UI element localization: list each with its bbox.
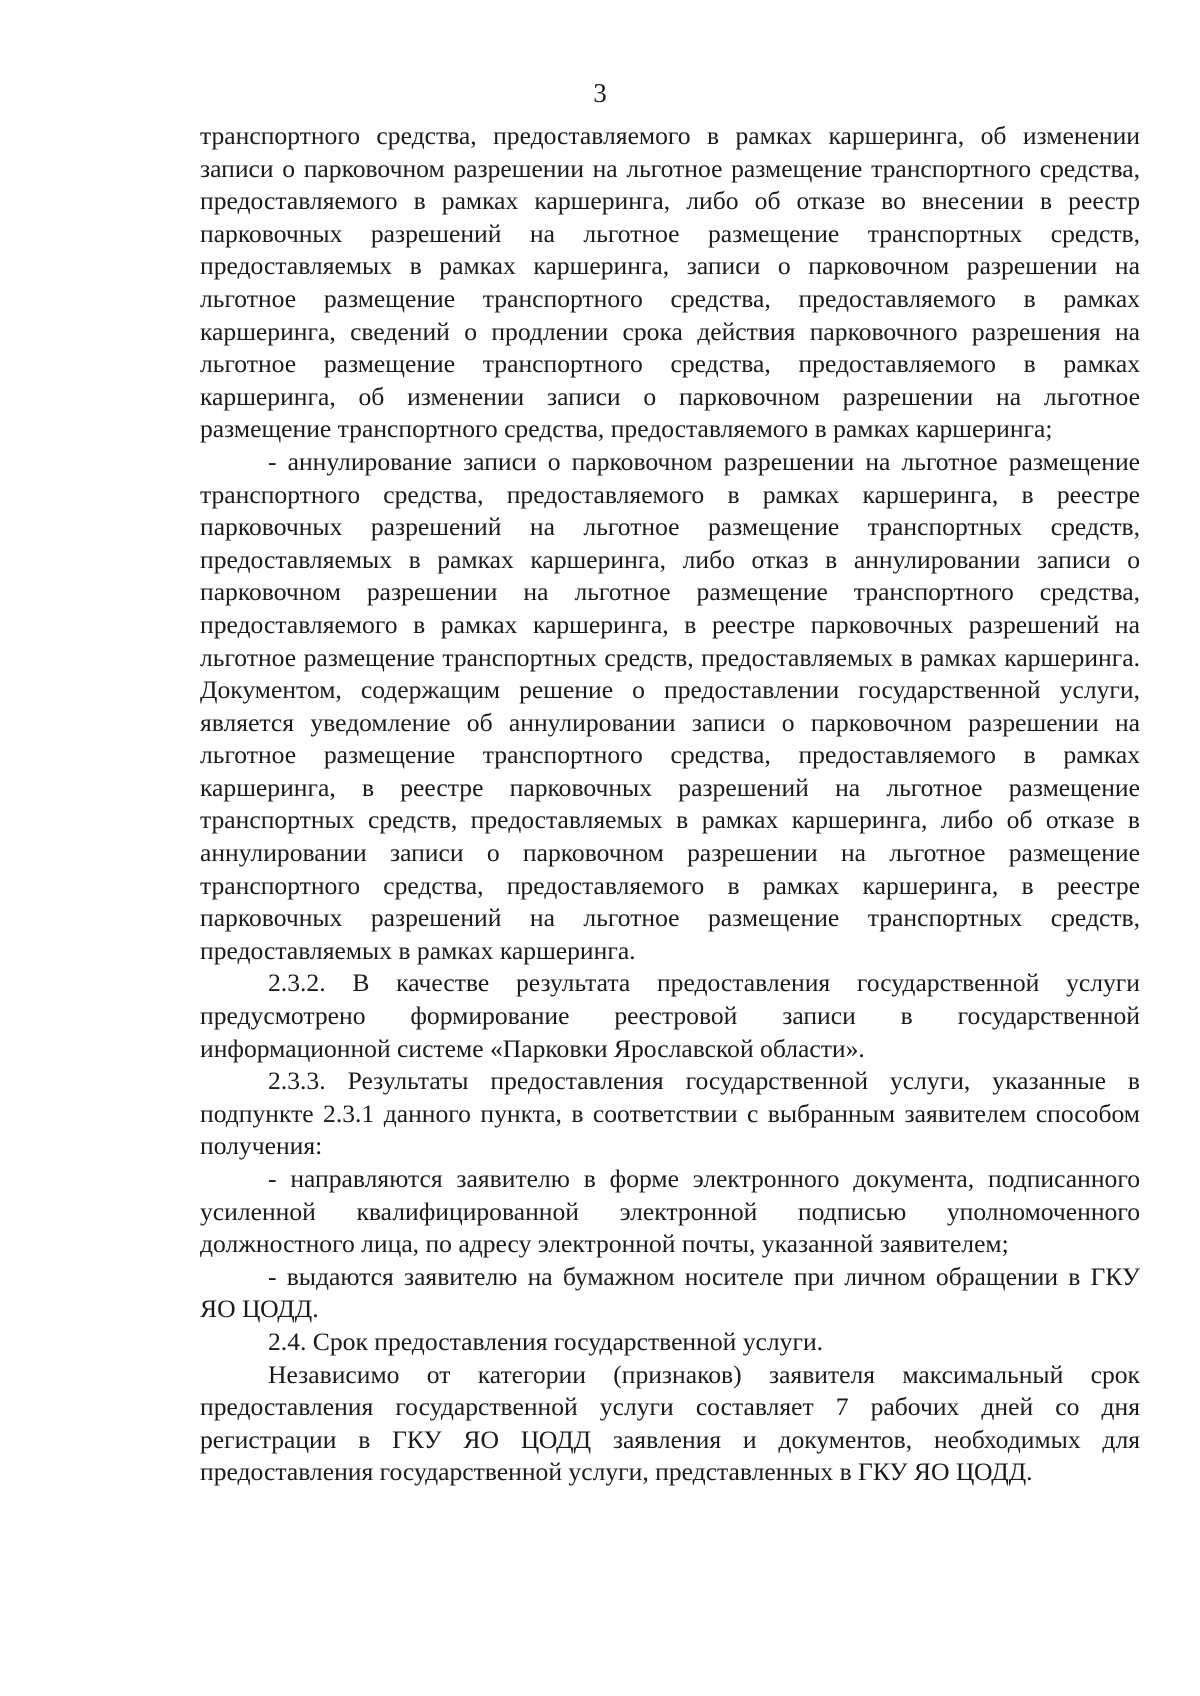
paragraph-2-3-2: 2.3.2. В качестве результата предоставления государственной услуги предусмотрено формирование реестровой записи в государственной информационной системе «Парковки Ярославской области». — [200, 968, 1140, 1063]
paragraph-annulment: - аннулирование записи о парковочном разрешении на льготное размещение транспортного средства, предоставляемого в рамках каршеринга, в реестре парковочных разрешений на льготное размещение транспортных средств, предоставляемых в рамках каршеринга, либо отказ в аннулировании записи о парковочном разрешении на льготное размещение транспортного средства, предоставляемого в рамках каршеринга, в реестре парковочных разрешений на льготное размещение транспортных средств, предоставляемых в рамках каршеринга. Документом, содержащим решение о предоставлении государственной услуги, является уведомление об аннулировании записи о парковочном разрешении на льготное размещение транспортного средства, предоставляемого в рамках каршеринга, в реестре парковочных разрешений на льготное размещение транспортных средств, предоставляемых в рамках каршеринга, либо об отказе в аннулировании записи о парковочном разрешении на льготное размещение транспортного средства, предоставляемого в рамках каршеринга, в реестре парковочных разрешений на льготное размещение транспортных средств, предоставляемых в рамках каршеринга. — [200, 446, 1140, 965]
paragraph-2-4-heading: 2.4. Срок предоставления государственной услуги. — [268, 1326, 824, 1356]
paragraph-continuation: транспортного средства, предоставляемого в рамках каршеринга, об изменении записи о парковочном разрешении на льготное размещение транспортного средства, предоставляемого в рамках каршеринга, либо об отказе во внесении в реестр парковочных разрешений на льготное размещение транспортных средств, предоставляемых в рамках каршеринга, записи о парковочном разрешении на льготное размещение транспортного средства, предоставляемого в рамках каршеринга, сведений о продлении срока действия парковочного разрешения на льготное размещение транспортного средства, предоставляемого в рамках каршеринга, об изменении записи о парковочном разрешении на льготное размещение транспортного средства, предоставляемого в рамках каршеринга; — [200, 121, 1140, 444]
document-body — [200, 120, 1140, 1489]
paragraph-electronic-delivery: - направляются заявителю в форме электронного документа, подписанного усиленной квалифицированной электронной подписью уполномоченного должностного лица, по адресу электронной почты, указанной заявителем; — [200, 1164, 1140, 1259]
page-number: 3 — [593, 78, 607, 108]
paragraph-2-3-3: 2.3.3. Результаты предоставления государственной услуги, указанные в подпункте 2.3.1 данного пункта, в соответствии с выбранным заявителем способом получения: — [200, 1066, 1140, 1161]
paragraph-service-term: Независимо от категории (признаков) заявителя максимальный срок предоставления государственной услуги составляет 7 рабочих дней со дня регистрации в ГКУ ЯО ЦОДД заявления и документов, необходимых для предоставления государственной услуги, представленных в ГКУ ЯО ЦОДД. — [200, 1359, 1140, 1487]
paragraph-paper-delivery: - выдаются заявителю на бумажном носителе при личном обращении в ГКУ ЯО ЦОДД. — [200, 1261, 1140, 1324]
